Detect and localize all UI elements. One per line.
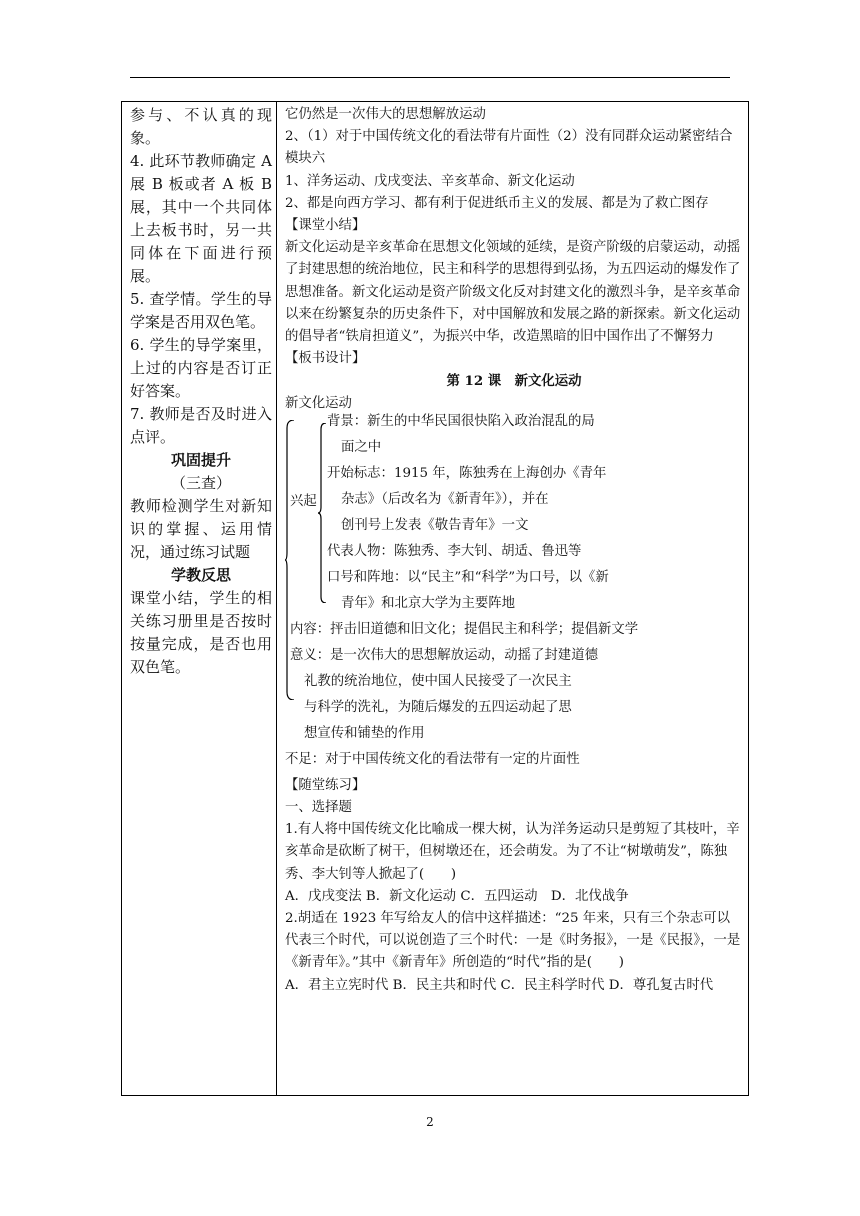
outline-significance-4: 想宣传和铺垫的作用 [304, 725, 425, 741]
outline-significance-3: 与科学的洗礼，为随后爆发的五四运动起了思 [304, 699, 572, 715]
page-number: 2 [426, 1115, 434, 1129]
lesson-table [121, 101, 749, 1096]
column-divider [276, 102, 277, 1095]
reflection-title: 学教反思 [170, 566, 231, 584]
left-line-5: 7. 教师是否及时进入点评。 [130, 405, 272, 446]
question-1-options: A．戊戌变法 B．新文化运动 C．五四运动 D．北伐战争 [285, 888, 629, 904]
left-column [130, 104, 272, 679]
outline-slogan-2: 青年》和北京大学为主要阵地 [341, 595, 516, 611]
question-2: 2.胡适在 1923 年写给友人的信中这样描述：“25 年来，只有三个杂志可以代表三个时代，可以说创造了三个时代：一是《时务报》，一是《民报》，一是《新青年》。”其中《新青年》所创造的“时代”指的是( ) [285, 911, 741, 971]
outline-start-3: 创刊号上发表《敬告青年》一文 [341, 517, 529, 533]
summary-text: 新文化运动是辛亥革命在思想文化领域的延续，是资产阶级的启蒙运动，动摇了封建思想的统治地位，民主和科学的思想得到弘扬，为五四运动的爆发作了思想准备。新文化运动是资产阶级文化反对封建文化的激烈斗争，是辛亥革命以来在纷繁复杂的历史条件下，对中国解放和发展之路的新探索。新文化运动的倡导者“铁肩担道义”，为振兴中华，改造黑暗的旧中国作出了不懈努力 [285, 240, 741, 345]
consolidate-subtitle: （三查） [170, 474, 231, 492]
outline-significance-2: 礼教的统治地位，使中国人民接受了一次民主 [304, 673, 572, 689]
left-line-3: 5. 查学情。学生的导学案是否用双色笔。 [130, 290, 272, 331]
consolidate-title: 巩固提升 [170, 451, 231, 469]
left-line-2: 4. 此环节教师确定 A 展 B 板或者 A 板 B 展，其中一个共同体上去板书时，另一共同体在下面进行预展。 [130, 152, 272, 285]
module-6-item-1: 1、洋务运动、戊戌变法、辛亥革命、新文化运动 [285, 173, 575, 189]
outline-shortcoming: 不足：对于中国传统文化的看法带有一定的片面性 [285, 751, 580, 767]
outline-content: 内容：抨击旧道德和旧文化；提倡民主和科学；提倡新文学 [290, 621, 639, 637]
consolidate-text: 教师检测学生对新知识的掌握、运用情况，通过练习试题 [130, 497, 272, 561]
practice-heading: 【随堂练习】 [285, 777, 366, 793]
outline-significance-1: 意义：是一次伟大的思想解放运动，动摇了封建道德 [290, 647, 598, 663]
module-6-heading: 模块六 [285, 151, 326, 167]
para-1: 它仍然是一次伟大的思想解放运动 [285, 107, 486, 122]
choice-heading: 一、选择题 [285, 800, 352, 816]
left-line-4: 6. 学生的导学案里，上过的内容是否订正好答案。 [130, 336, 272, 400]
para-2: 2、（1）对于中国传统文化的看法带有片面性（2）没有同群众运动紧密结合 [285, 129, 733, 145]
header-rule [130, 77, 730, 78]
rise-brace-icon [318, 423, 326, 603]
summary-heading: 【课堂小结】 [285, 218, 366, 234]
outline-slogan-1: 口号和阵地：以“民主”和“科学”为口号，以《新 [327, 569, 609, 585]
outline-start-2: 杂志》（后改名为《新青年》），并在 [341, 491, 549, 507]
lesson-title: 第 12 课 新文化运动 [446, 373, 582, 390]
outline-people: 代表人物：陈独秀、李大钊、胡适、鲁迅等 [327, 543, 582, 559]
outline-start-1: 开始标志：1915 年，陈独秀在上海创办《青年 [327, 465, 607, 481]
right-column [285, 104, 743, 997]
outline-rise-label: 兴起 [290, 493, 317, 509]
outline-background-1: 背景：新生的中华民国很快陷入政治混乱的局 [327, 413, 595, 429]
board-design-heading: 【板书设计】 [285, 351, 366, 367]
module-6-item-2: 2、都是向西方学习、都有利于促进纸币主义的发展、都是为了救亡图存 [285, 195, 709, 211]
outline-background-2: 面之中 [341, 439, 382, 455]
left-line-1: 参与、不认真的现象。 [130, 106, 272, 147]
outline-root: 新文化运动 [285, 395, 352, 411]
board-outline [285, 415, 743, 765]
reflection-text: 课堂小结，学生的相关练习册里是否按时按量完成，是否也用双色笔。 [130, 589, 272, 676]
question-1: 1.有人将中国传统文化比喻成一棵大树，认为洋务运动只是剪短了其枝叶，辛亥革命是砍断了树干，但树墩还在，还会萌发。为了不让“树墩萌发”，陈独秀、李大钊等人掀起了( ) [285, 822, 740, 882]
question-2-options: A．君主立宪时代 B．民主共和时代 C．民主科学时代 D．尊孔复古时代 [285, 977, 714, 993]
